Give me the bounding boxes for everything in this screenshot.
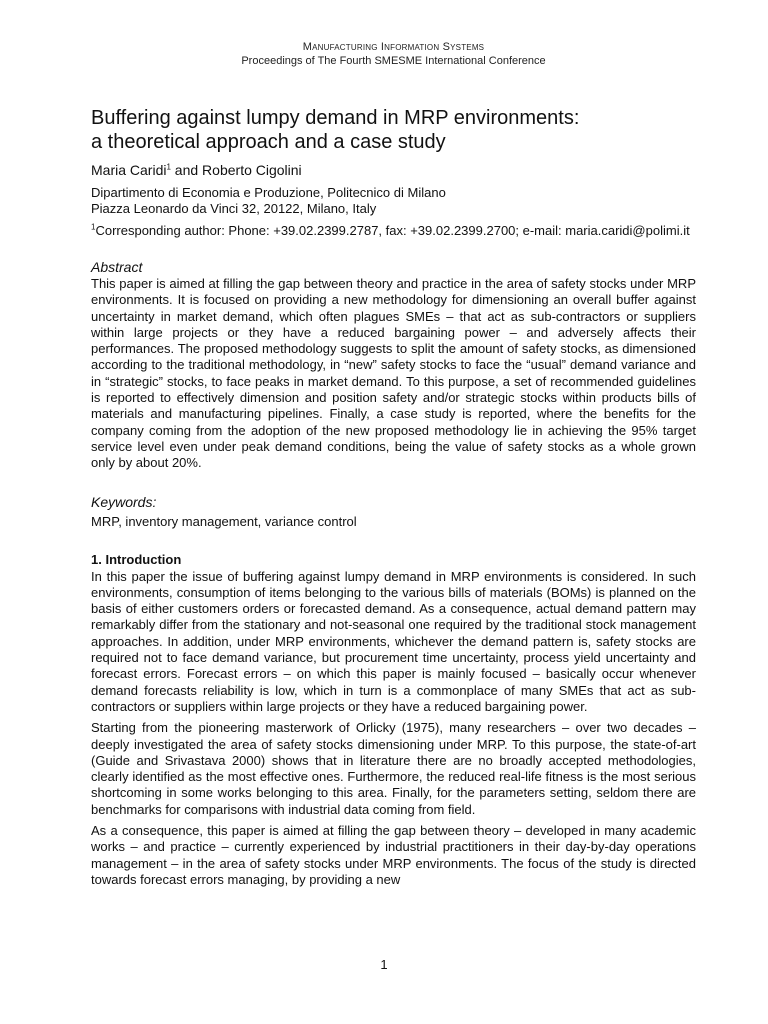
paper-title-line-2: a theoretical approach and a case study (91, 131, 446, 153)
conference-proceedings: Proceedings of The Fourth SMESME International Conference (241, 55, 546, 67)
conference-series-text: Manufacturing Information Systems (302, 41, 485, 53)
corresponding-author-text: Corresponding author: Phone: +39.02.2399.2787, fax: +39.02.2399.2700; e-mail: maria.caridi@polimi.it (95, 223, 690, 238)
author-first: Maria Caridi (91, 162, 167, 178)
abstract-heading: Abstract (91, 259, 143, 275)
abstract-text: This paper is aimed at filling the gap between theory and practice in the area of safety stocks under MRP environments. It is focused on providing a new methodology for dimensioning an overall buffer against uncertainty in market demand, which often plagues SMEs – that act as sub-contractors or suppliers within large projects or they have a reduced bargaining power – and adversely affects their performances. The proposed methodology suggests to split the amount of safety stocks, as dimensioned according to the traditional methodology, in “new” safety stocks to face the “usual” demand variance and in “strategic” stocks, to face peaks in market demand. To this purpose, a set of recommended guidelines is reported to effectively dimension and position safety and/or strategic stocks within products bills of materials and manufacturing pipelines. Finally, a case study is reported, where the benefits for the company coming from the adoption of the new proposed methodology lie in achieving the 95% target service level even under peak demand conditions, being the value of safety stocks as a whole grown only by about 20%. (91, 276, 696, 471)
corresponding-footnote-mark: 1 (91, 222, 96, 232)
keywords-heading: Keywords: (91, 493, 157, 510)
author-second: and Roberto Cigolini (170, 162, 302, 178)
conference-series (91, 40, 696, 54)
corresponding-author (91, 223, 696, 239)
affiliation-line-2: Piazza Leonardo da Vinci 32, 20122, Milano, Italy (91, 201, 377, 216)
paper-title-line-1: Buffering against lumpy demand in MRP environments: (91, 107, 580, 129)
keywords-text: MRP, inventory management, variance control (91, 513, 357, 529)
affiliation-line-1: Dipartimento di Economia e Produzione, Politecnico di Milano (91, 185, 446, 200)
introduction-paragraph-3: As a consequence, this paper is aimed at filling the gap between theory – developed in many academic works – and practice – currently experienced by industrial practitioners in their day-by-day operations management – in the area of safety stocks under MRP environments. The focus of the study is directed towards forecast errors managing, by providing a new (91, 823, 696, 887)
paper-page (91, 40, 696, 888)
introduction-heading: 1. Introduction (91, 551, 182, 567)
introduction-paragraph-1: In this paper the issue of buffering against lumpy demand in MRP environments is considered. In such environments, consumption of items belonging to the various bills of materials (BOMs) is planned on the basis of either customers orders or forecasted demand. As a consequence, actual demand pattern may remarkably differ from the stationary and not-seasonal one required by the traditional stock management approaches. In addition, under MRP environments, whichever the demand pattern is, safety stocks are required not to face demand variance, but procurement time uncertainty, process yield uncertainty and forecast errors. Forecast errors – on which this paper is mainly focused – basically occur whenever demand forecasts reliability is low, which in turn is a commonplace of many SMEs that act as sub-contractors or suppliers within large projects or they have a reduced bargaining power. (91, 568, 696, 714)
paper-title (91, 106, 696, 154)
affiliation (91, 185, 696, 217)
page-number: 1 (380, 957, 388, 972)
author-footnote-mark: 1 (166, 162, 171, 172)
authors (91, 161, 696, 179)
introduction-paragraph-2: Starting from the pioneering masterwork of Orlicky (1975), many researchers – over two decades – deeply investigated the area of safety stocks dimensioning under MRP. To this purpose, the state-of-art (Guide and Srivastava 2000) shows that in literature there are no broadly accepted methodologies, clearly identified as the most effective ones. Furthermore, the reduced real-life fitness is the most serious shortcoming in some works belonging to this area. Finally, for the parameters setting, seldom there are benchmarks for comparisons with industrial data coming from field. (91, 720, 696, 817)
